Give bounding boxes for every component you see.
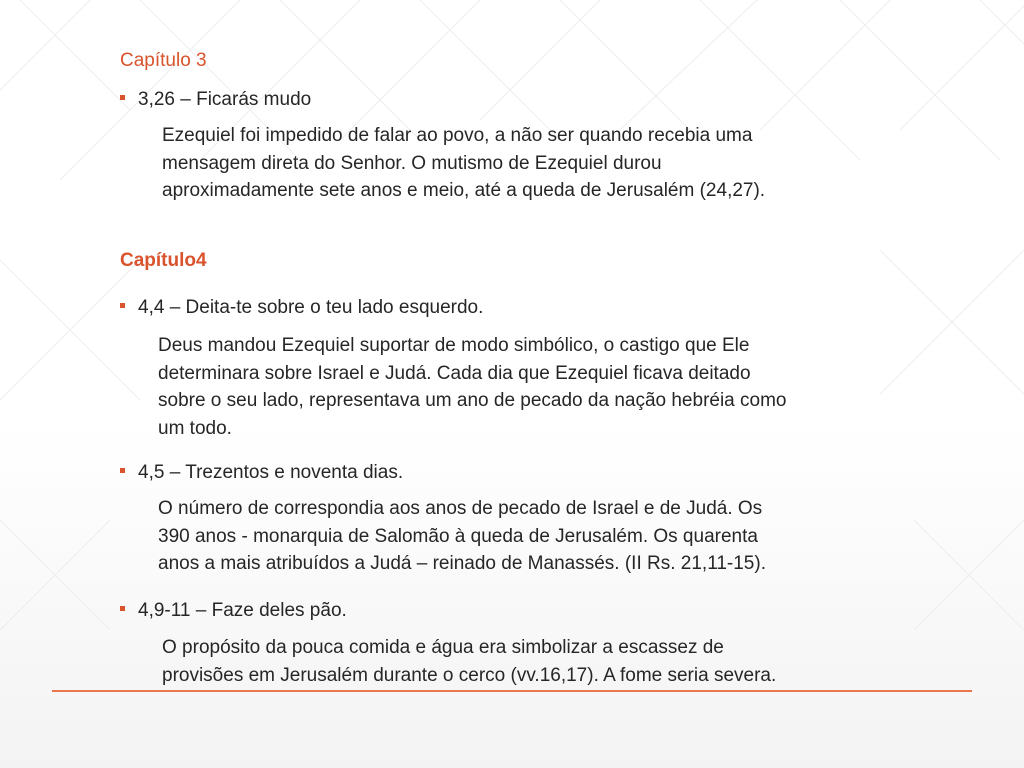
bullet-title: 3,26 – Ficarás mudo [138,89,312,110]
bullet-marker-icon [120,606,125,611]
bullet-title: 4,4 – Deita-te sobre o teu lado esquerdo. [138,297,484,318]
bullet-item-4-4 [120,297,483,319]
para-line: um todo. [158,417,232,439]
para-line: determinara sobre Israel e Judá. Cada dia que Ezequiel ficava deitado [158,362,751,384]
footer-divider [52,690,972,692]
bullet-marker-icon [120,95,125,100]
para-line: provisões em Jerusalém durante o cerco (vv.16,17). A fome seria severa. [162,664,777,686]
bullet-item-4-9-11 [120,600,347,622]
bullet-item-4-5 [120,462,403,484]
chapter-3-heading: Capítulo 3 [120,50,207,71]
para-line: O propósito da pouca comida e água era simbolizar a escassez de [162,637,724,658]
para-line: aproximadamente sete anos e meio, até a queda de Jerusalém (24,27). [162,180,766,201]
para-line: 390 anos - monarquia de Salomão à queda de Jerusalém. Os quarenta [158,525,758,547]
para-line: sobre o seu lado, representava um ano de pecado da nação hebréia como [158,390,787,411]
bullet-marker-icon [120,303,125,308]
paragraph-3-26 [162,122,765,205]
paragraph-4-5 [158,495,766,578]
bullet-marker-icon [120,468,125,473]
paragraph-4-9-11 [162,634,776,689]
bullet-title: 4,5 – Trezentos e noventa dias. [138,462,404,483]
para-line: Ezequiel foi impedido de falar ao povo, a não ser quando recebia uma [162,125,753,146]
para-line: mensagem direta do Senhor. O mutismo de Ezequiel durou [162,152,662,174]
bullet-title: 4,9-11 – Faze deles pão. [138,600,347,621]
para-line: anos a mais atribuídos a Judá – reinado de Manassés. (II Rs. 21,11-15). [158,553,766,574]
chapter-4-heading: Capítulo4 [120,250,207,271]
para-line: Deus mandou Ezequiel suportar de modo simbólico, o castigo que Ele [158,335,750,356]
para-line: O número de correspondia aos anos de pecado de Israel e de Judá. Os [158,498,763,519]
paragraph-4-4 [158,332,786,442]
bullet-item-3-26 [120,89,311,111]
